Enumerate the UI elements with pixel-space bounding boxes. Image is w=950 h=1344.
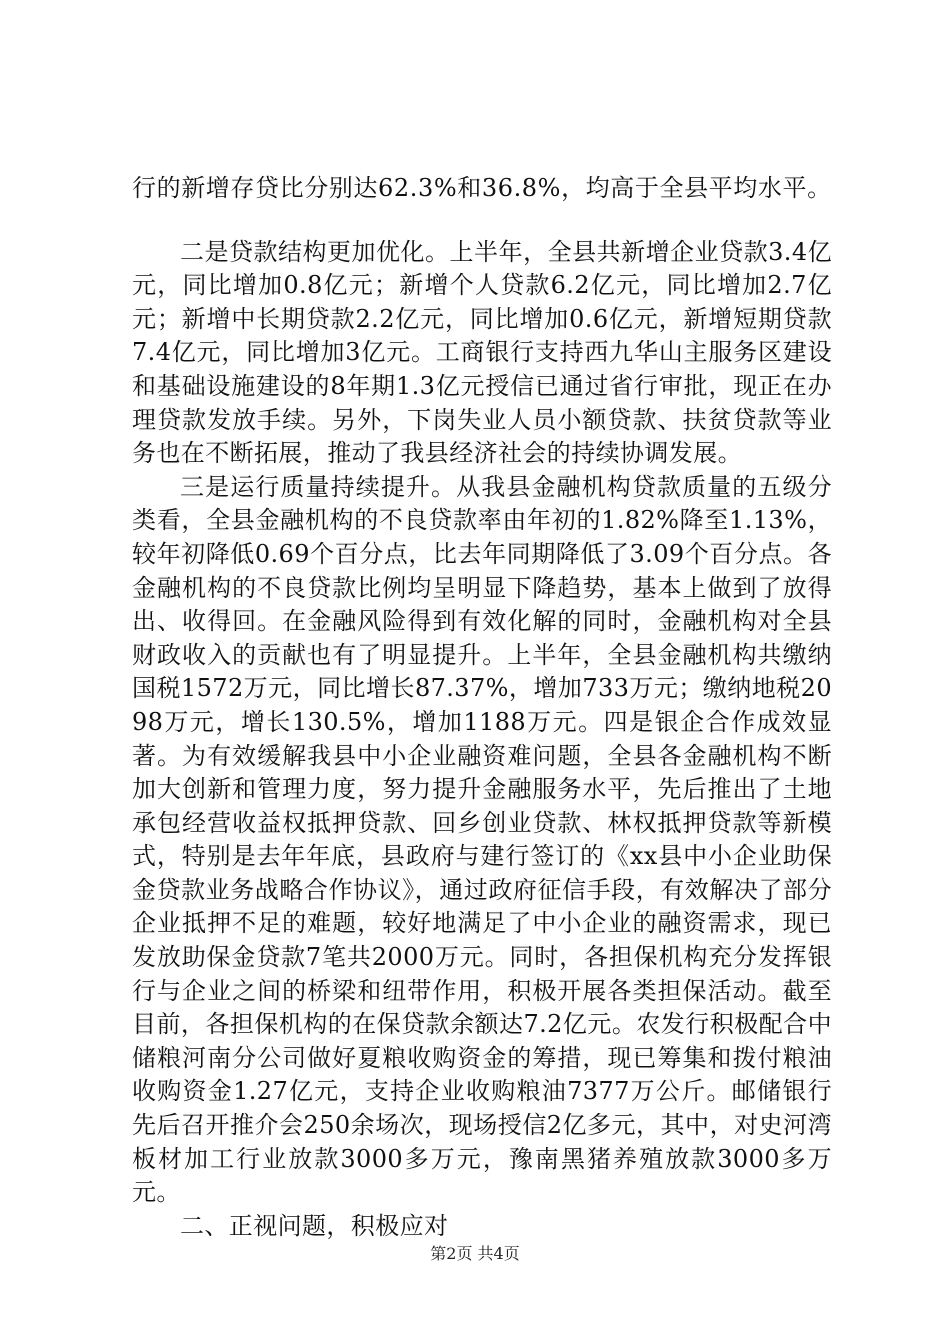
section-heading-problems: 二、正视问题，积极应对	[180, 1211, 449, 1240]
page-number-footer: 第2页 共4页	[430, 1244, 520, 1263]
paragraph-operation-quality: 三是运行质量持续提升。从我县金融机构贷款质量的五级分类看，全县金融机构的不良贷款率由年初的1.82%降至1.13%，较年初降低0.69个百分点，比去年同期降低了3.09个百分点。各金融机构的不良贷款比例均呈明显下降趋势，基本上做到了放得出、收得回。在金融风险得到有效化解的同时，金融机构对全县财政收入的贡献也有了明显提升。上半年，全县金融机构共缴纳国税1572万元，同比增长87.37%，增加733万元；缴纳地税2098万元，增长130.5%，增加1188万元。四是银企合作成效显著。为有效缓解我县中小企业融资难问题，全县各金融机构不断加大创新和管理力度，努力提升金融服务水平，先后推出了土地承包经营收益权抵押贷款、回乡创业贷款、林权抵押贷款等新模式，特别是去年年底，县政府与建行签订的《xx县中小企业助保金贷款业务战略合作协议》，通过政府征信手段，有效解决了部分企业抵押不足的难题，较好地满足了中小企业的融资需求，现已发放助保金贷款7笔共2000万元。同时，各担保机构充分发挥银行与企业之间的桥梁和纽带作用，积极开展各类担保活动。截至目前，各担保机构的在保贷款余额达7.2亿元。农发行积极配合中储粮河南分公司做好夏粮收购资金的筹措，现已筹集和拨付粮油收购资金1.27亿元，支持企业收购粮油7377万公斤。邮储银行先后召开推介会250余场次，现场授信2亿多元，其中，对史河湾板材加工行业放款3000多万元，豫南黑猪养殖放款3000多万元。	[132, 472, 832, 1207]
document-body	[132, 172, 832, 1243]
paragraph-loan-structure: 二是贷款结构更加优化。上半年，全县共新增企业贷款3.4亿元，同比增加0.8亿元；新增个人贷款6.2亿元，同比增加2.7亿元；新增中长期贷款2.2亿元，同比增加0.6亿元，新增短期贷款7.4亿元，同比增加3亿元。工商银行支持西九华山主服务区建设和基础设施建设的8年期1.3亿元授信已通过省行审批，现正在办理贷款发放手续。另外，下岗失业人员小额贷款、扶贫贷款等业务也在不断拓展，推动了我县经济社会的持续协调发展。	[132, 237, 832, 468]
paragraph-continuation: 行的新增存贷比分别达62.3%和36.8%，均高于全县平均水平。	[132, 174, 832, 202]
